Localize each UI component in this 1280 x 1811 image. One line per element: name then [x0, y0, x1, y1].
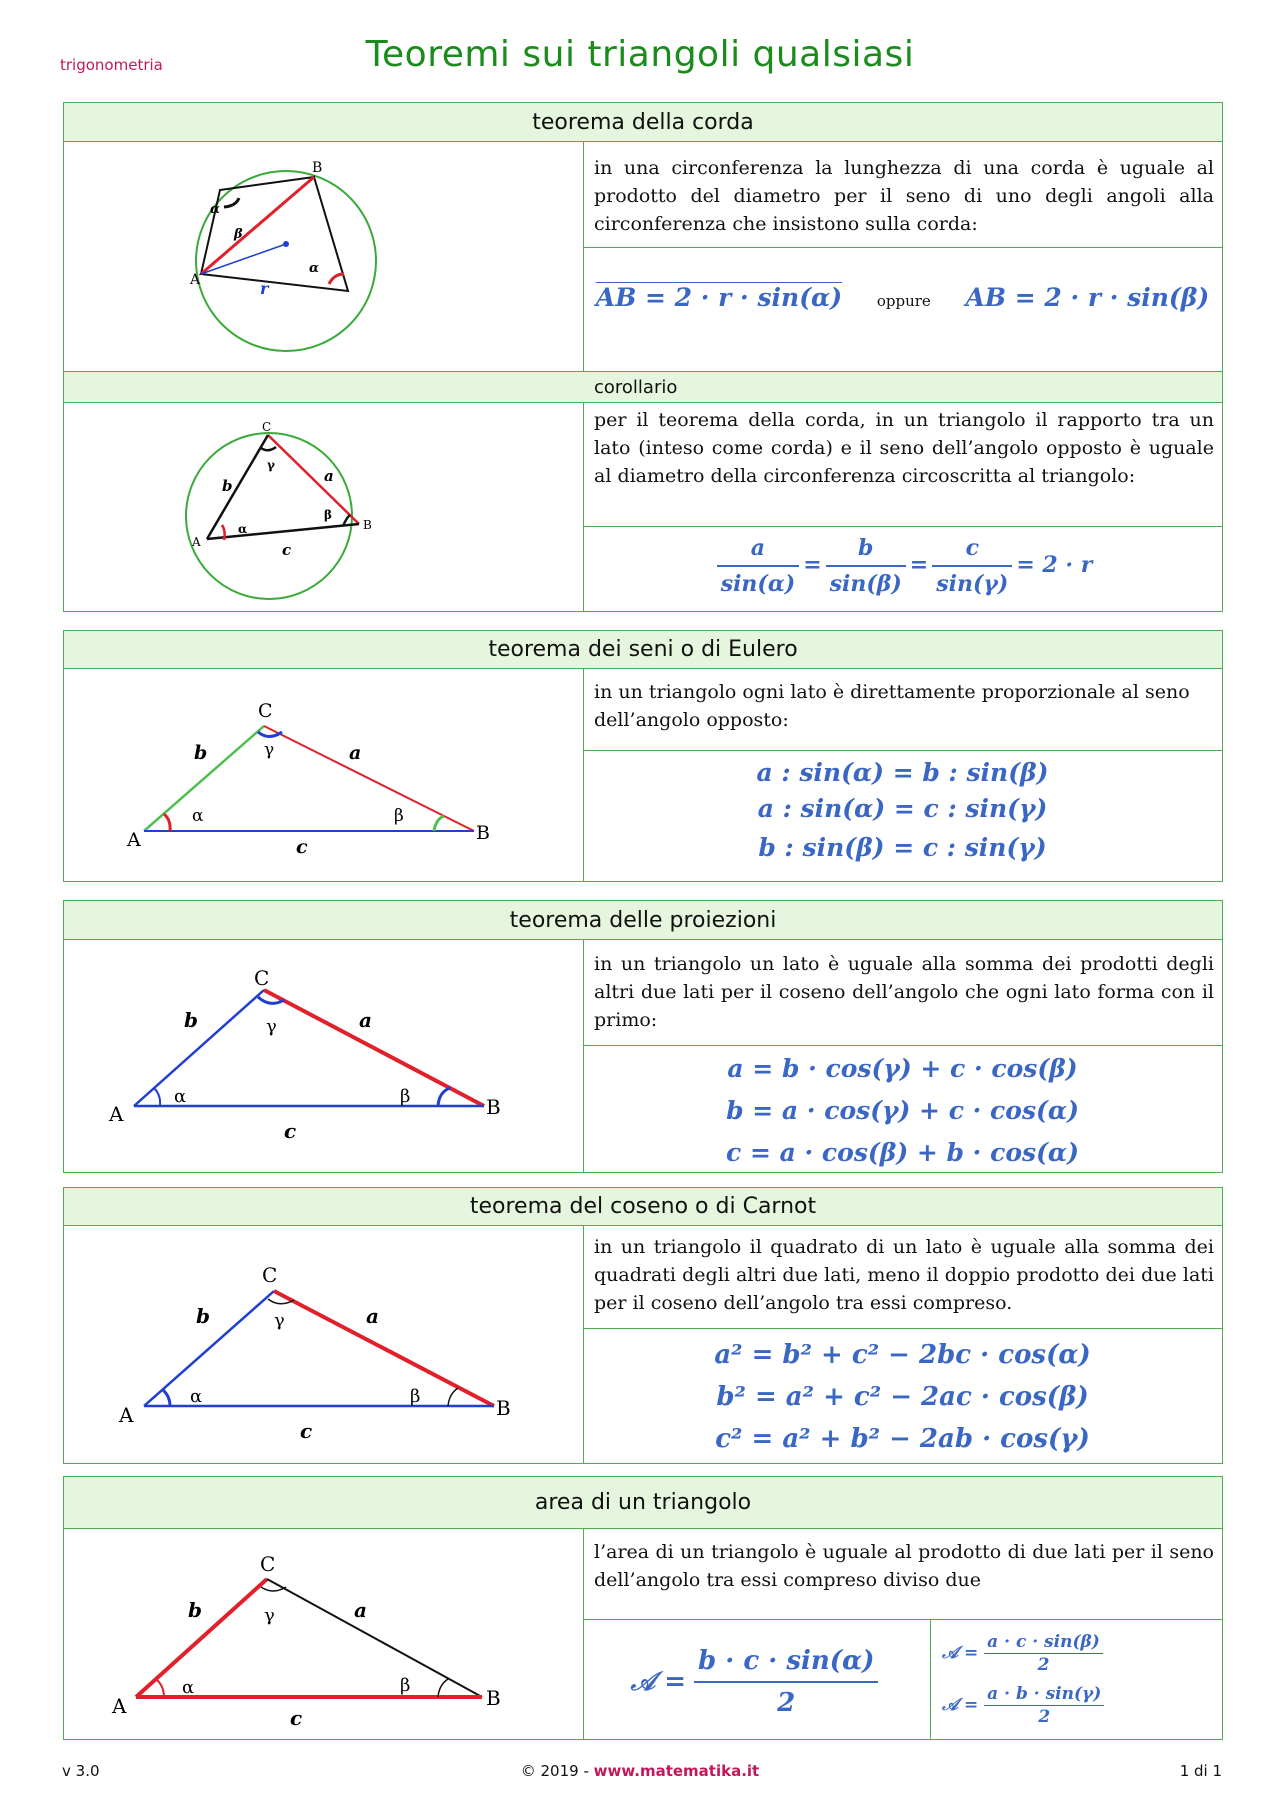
svg-text:A: A — [192, 535, 201, 549]
site-link[interactable]: www.matematika.it — [593, 1762, 760, 1780]
svg-text:β: β — [400, 1675, 411, 1696]
corollary-diagram — [64, 403, 583, 611]
svg-text:b: b — [188, 1598, 202, 1622]
chord-formula — [583, 277, 1222, 323]
svg-text:r: r — [260, 279, 269, 298]
section-coseno — [63, 1187, 1223, 1464]
footer-copyright: © 2019 - www.matematika.it — [520, 1762, 760, 1780]
svg-text:A: A — [127, 829, 141, 851]
svg-text:a: a — [349, 742, 362, 764]
svg-text:β: β — [400, 1086, 411, 1107]
svg-text:B: B — [363, 518, 372, 532]
svg-text:α: α — [190, 1386, 203, 1407]
svg-text:c: c — [290, 1706, 303, 1730]
section-header: teorema dei seni o di Eulero — [64, 631, 1222, 669]
cosine-text: in un triangolo il quadrato di un lato è uguale alla somma dei quadrati degli altri due lati, meno il doppio prodotto dei due lati per il coseno dell’angolo tra essi compreso. — [594, 1236, 1214, 1314]
corollary-text: per il teorema della corda, in un triangolo il rapporto tra un lato (inteso come corda) e il seno dell’angolo opposto è uguale al diametro della circonferenza circoscritta al triangolo: — [594, 409, 1214, 487]
svg-text:β: β — [324, 508, 332, 522]
section-corda — [63, 102, 1223, 612]
section-proiezioni — [63, 900, 1223, 1173]
section-seni — [63, 630, 1223, 882]
footer-version: v 3.0 — [62, 1762, 100, 1780]
svg-text:a: a — [366, 1304, 379, 1328]
corollary-header: corollario — [64, 371, 1222, 403]
section-header: teorema della corda — [64, 103, 1222, 142]
svg-text:α: α — [238, 522, 248, 536]
svg-text:C: C — [258, 700, 273, 722]
svg-text:c: c — [282, 541, 292, 559]
section-header: teorema delle proiezioni — [64, 901, 1222, 940]
svg-text:C: C — [262, 420, 272, 434]
svg-text:α: α — [182, 1677, 195, 1698]
formula-right: AB = 2 · r · sin(β) — [965, 283, 1210, 312]
svg-text:β: β — [394, 806, 404, 826]
svg-text:B: B — [476, 822, 490, 844]
svg-text:b: b — [196, 1304, 210, 1328]
section-header: teorema del coseno o di Carnot — [64, 1188, 1222, 1226]
svg-text:a: a — [324, 467, 334, 485]
svg-text:B: B — [486, 1686, 501, 1710]
svg-text:C: C — [262, 1263, 278, 1287]
footer-page-number: 1 di 1 — [1179, 1762, 1222, 1780]
formula-left: AB = 2 · r · sin(α) — [595, 283, 843, 312]
area-triangle — [64, 1529, 583, 1739]
svg-text:a: a — [359, 1008, 372, 1032]
area-alt-formulas: 𝒜 = $\frac{a \cdot c \cdot \sin(\beta)}{2}$ 𝒜 = $\frac{a \cdot b \cdot \sin(\gamma)}{2}$ — [930, 1627, 1222, 1737]
section-area — [63, 1476, 1223, 1740]
svg-text:b: b — [222, 477, 233, 495]
svg-text:A: A — [109, 1102, 124, 1126]
chord-text: in una circonferenza la lunghezza di una corda è uguale al prodotto del diametro per il seno di uno degli angoli alla circonferenza che insistono sulla corda: — [594, 157, 1214, 235]
svg-text:γ: γ — [274, 1310, 285, 1331]
svg-text:C: C — [254, 966, 270, 990]
topic-label: trigonometria — [60, 56, 163, 74]
svg-text:a: a — [354, 1598, 367, 1622]
projections-formulas: a = b · cos(γ) + c · cos(β) b = a · cos(γ) + c · cos(α) c = a · cos(β) + b · cos(α) — [726, 1054, 1079, 1167]
page-title: Teoremi sui triangoli qualsiasi — [365, 34, 915, 75]
svg-text:A: A — [119, 1403, 134, 1427]
svg-text:γ: γ — [266, 1016, 277, 1037]
svg-text:B: B — [312, 160, 323, 176]
svg-text:c: c — [284, 1119, 297, 1143]
svg-text:A: A — [190, 272, 201, 288]
oppure-label: oppure — [876, 292, 931, 310]
chord-diagram — [64, 142, 583, 371]
svg-text:b: b — [184, 1008, 198, 1032]
area-main-formula: 𝒜 = $\frac{b \cdot c \cdot \sin(\alpha)}{2}$ — [583, 1627, 930, 1737]
corollary-formula: $\frac{a}{\sin(\alpha)}$ = $\frac{b}{\sin(\beta)}$ = $\frac{c}{\sin(\gamma)}$ = 2 · r — [583, 531, 1222, 609]
cosine-triangle — [64, 1226, 583, 1463]
svg-text:γ: γ — [264, 1605, 275, 1626]
svg-text:α: α — [174, 1086, 187, 1107]
svg-text:α: α — [210, 202, 221, 217]
svg-text:β: β — [234, 227, 243, 242]
sines-triangle — [64, 669, 583, 881]
section-header: area di un triangolo — [64, 1477, 1222, 1529]
svg-text:A: A — [112, 1694, 127, 1718]
svg-text:b: b — [194, 742, 208, 764]
area-text: l’area di un triangolo è uguale al prodotto di due lati per il seno dell’angolo tra essi compreso diviso due — [594, 1541, 1214, 1591]
svg-text:B: B — [486, 1095, 501, 1119]
svg-text:c: c — [296, 836, 308, 858]
projections-text: in un triangolo un lato è uguale alla somma dei prodotti degli altri due lati per il coseno dell’angolo che ogni lato forma con il primo: — [594, 953, 1214, 1031]
svg-text:B: B — [496, 1396, 511, 1420]
svg-text:C: C — [260, 1552, 276, 1576]
sines-formulas: a : sin(α) = b : sin(β) a : sin(α) = c : sin(γ) b : sin(β) = c : sin(γ) — [756, 758, 1049, 862]
svg-text:α: α — [192, 806, 204, 826]
svg-text:β: β — [410, 1386, 421, 1407]
svg-text:α: α — [309, 261, 320, 276]
projections-triangle — [64, 940, 583, 1172]
sines-text: in un triangolo ogni lato è direttamente proporzionale al seno dell’angolo opposto: — [594, 681, 1190, 731]
svg-text:c: c — [300, 1419, 313, 1443]
svg-text:γ: γ — [267, 458, 275, 472]
svg-text:γ: γ — [264, 740, 275, 760]
cosine-formulas: a² = b² + c² − 2bc · cos(α) b² = a² + c² − 2ac · cos(β) c² = a² + b² − 2ab · cos(γ) — [714, 1340, 1091, 1454]
